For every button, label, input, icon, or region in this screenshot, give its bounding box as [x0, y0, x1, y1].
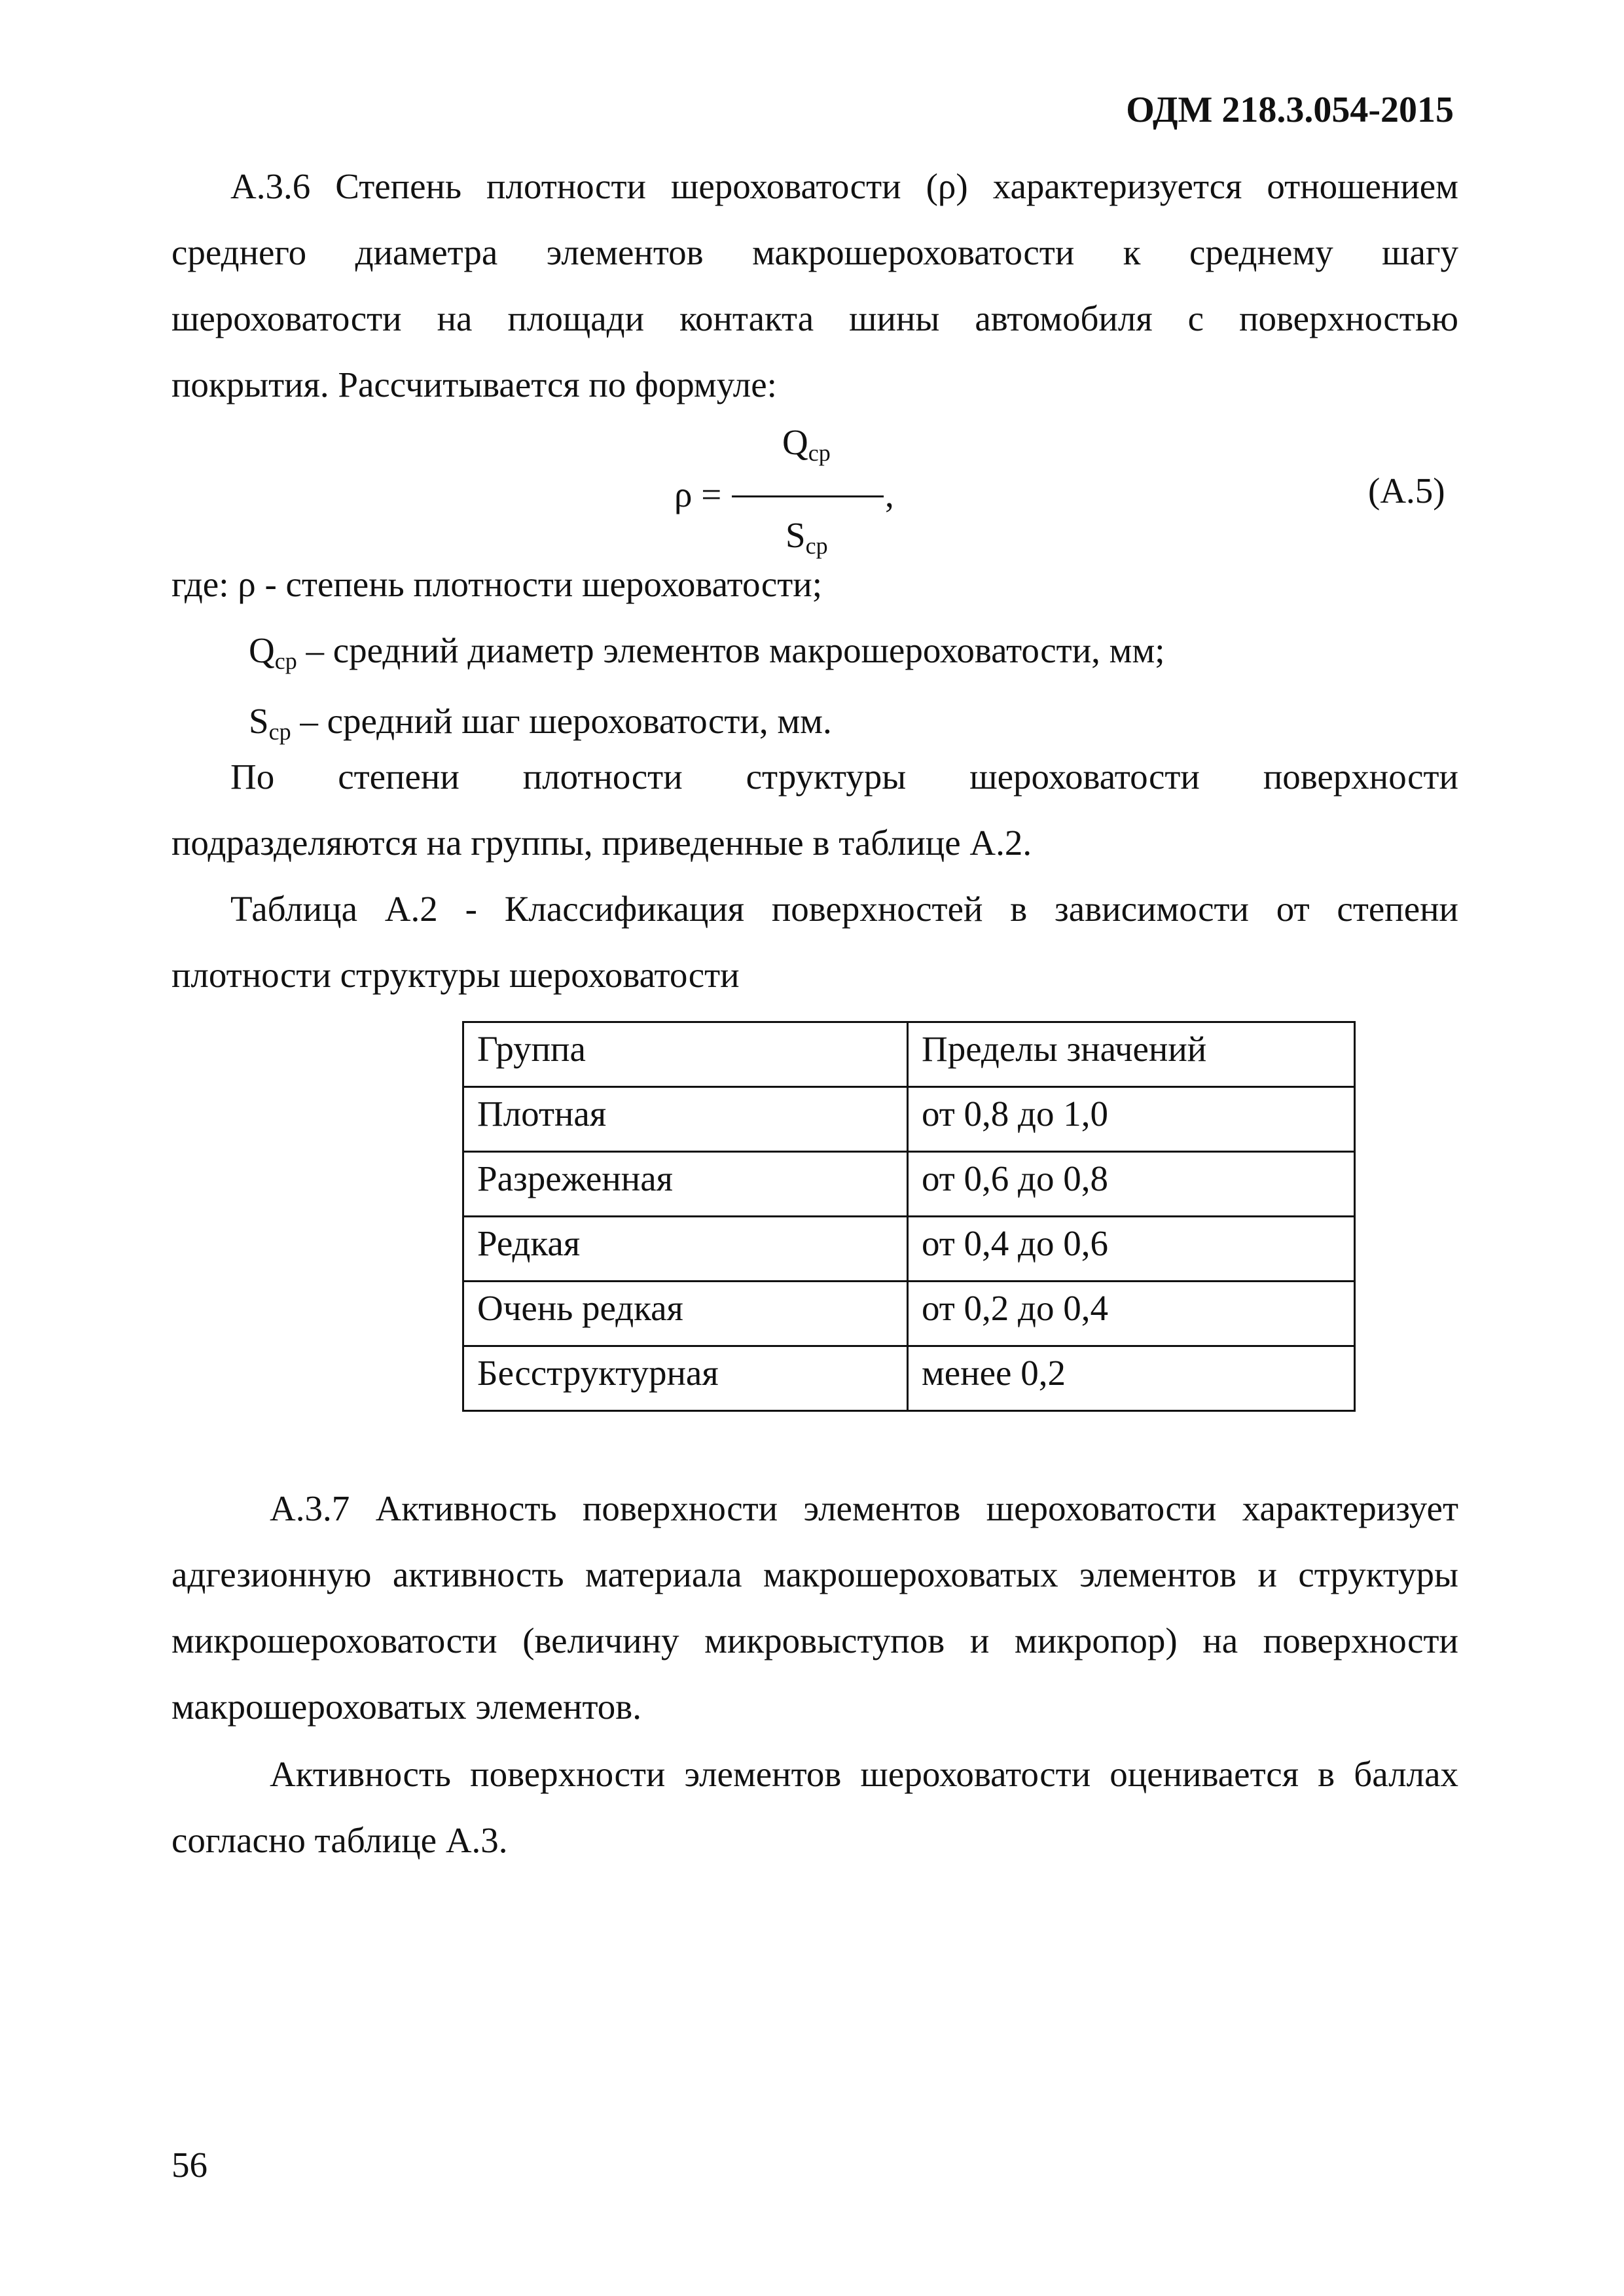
table-cell: Редкая [463, 1217, 908, 1282]
section-a37-paragraph [171, 1475, 1458, 1740]
page-number: 56 [171, 2145, 208, 2185]
table-caption-line-1: Таблица А.2 - Классификация поверхностей в зависимости от степени [230, 889, 1458, 929]
section-a37-line-3: микрошероховатости (величину микровыступов и микропор) на поверхности [171, 1621, 1458, 1660]
table-cell: от 0,2 до 0,4 [908, 1282, 1355, 1346]
groups-paragraph [171, 744, 1458, 876]
formula-legend [171, 551, 1458, 759]
table-row [463, 1217, 1355, 1282]
activity-paragraph [171, 1741, 1458, 1873]
section-a37-line-4: макрошероховатых элементов. [171, 1687, 641, 1727]
table-cell: от 0,6 до 0,8 [908, 1152, 1355, 1217]
section-a36-line-3: шероховатости на площади контакта шины автомобиля с поверхностью [171, 298, 1458, 338]
table-cell: Плотная [463, 1087, 908, 1152]
legend-q: Qср – средний диаметр элементов макрошероховатости, мм; [249, 630, 1165, 674]
document-code: ОДМ 218.3.054-2015 [1126, 90, 1454, 130]
table-cell: Бесструктурная [463, 1346, 908, 1411]
section-a37-line-2: адгезионную активность материала макрошероховатых элементов и структуры [171, 1554, 1458, 1594]
section-a37-line-1: А.3.7 Активность поверхности элементов шероховатости характеризует [270, 1488, 1458, 1528]
legend-s: Sср – средний шаг шероховатости, мм. [249, 701, 832, 745]
formula-denominator: Sср [785, 515, 828, 559]
section-a36-line-4: покрытия. Рассчитывается по формуле: [171, 365, 777, 404]
legend-rho: где: ρ - степень плотности шероховатости; [171, 564, 822, 604]
formula-fraction-line [732, 495, 884, 497]
table-row [463, 1346, 1355, 1411]
table-cell: от 0,8 до 1,0 [908, 1087, 1355, 1152]
table-row [463, 1152, 1355, 1217]
table-caption-line-2: плотности структуры шероховатости [171, 955, 740, 995]
table-cell: от 0,4 до 0,6 [908, 1217, 1355, 1282]
table-a2 [462, 1021, 1356, 1412]
formula-number: (А.5) [1368, 471, 1445, 511]
table-caption [171, 876, 1458, 1008]
formula-comma: , [885, 475, 894, 514]
activity-line-1: Активность поверхности элементов шероховатости оценивается в баллах [270, 1754, 1458, 1794]
groups-line-2: подразделяются на группы, приведенные в таблице А.2. [171, 823, 1032, 863]
table-cell: Очень редкая [463, 1282, 908, 1346]
table-row [463, 1087, 1355, 1152]
table-row [463, 1282, 1355, 1346]
formula-lhs: ρ = [674, 475, 722, 514]
table-header-cell: Пределы значений [908, 1022, 1355, 1087]
section-a36-paragraph [171, 153, 1458, 418]
groups-line-1: По степени плотности структуры шероховатости поверхности [230, 757, 1458, 797]
table-header-cell: Группа [463, 1022, 908, 1087]
activity-line-2: согласно таблице А.3. [171, 1820, 508, 1860]
section-a36-line-1: А.3.6 Степень плотности шероховатости (ρ) характеризуется отношением [230, 166, 1458, 206]
table-cell: Разреженная [463, 1152, 908, 1217]
table-cell: менее 0,2 [908, 1346, 1355, 1411]
section-a36-line-2: среднего диаметра элементов макрошероховатости к среднему шагу [171, 232, 1458, 272]
formula-numerator: Qср [782, 422, 831, 466]
table-header-row [463, 1022, 1355, 1087]
